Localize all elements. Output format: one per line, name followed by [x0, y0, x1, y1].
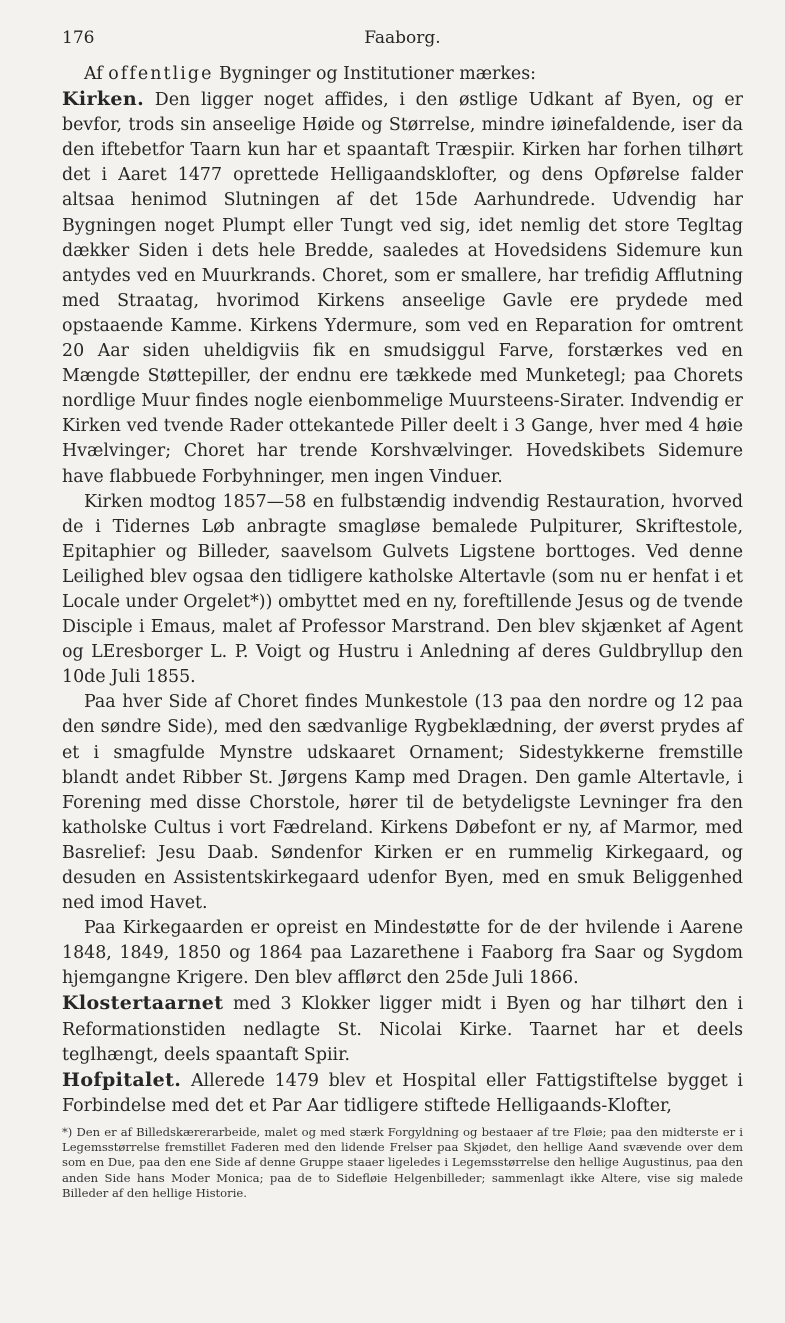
- section-kirken: [62, 87, 743, 490]
- intro-suffix: Bygninger og Institutioner mærkes:: [219, 64, 536, 84]
- section-text-kirken: Den ligger noget affides, i den østlige Udkant af Byen, og er bevfor, trods sin anseelige Høide og Størrelse, mindre iøinefaldende, iser da den iftebetfor Taarn kun har et spaantaft Træspiir. Kirken har forhen tilhørt det i Aaret 1477 oprettede Helligaandsklofter, og dens Opførelse falder altsaa henimod Slutningen af det 15de Aarhundrede. Udvendig har Bygningen noget Plumpt eller Tungt ved sig, idet nemlig det store Tegltag dækker Siden i dets hele Bredde, saaledes at Hovedsidens Sidemure kun antydes ved en Muurkrands. Choret, som er smallere, har trefidig Afflutning med Straatag, hvorimod Kirkens anseelige Gavle ere prydede med opstaaende Kamme. Kirkens Ydermure, som ved en Reparation for omtrent 20 Aar siden uheldigviis fik en smudsiggul Farve, forstærkes ved en Mængde Støttepiller, der endnu ere tækkede med Munketegl; paa Chorets nordlige Muur findes nogle eienbommelige Muursteens-Sirater. Indvendig er Kirken ved tvende Rader ottekantede Piller deelt i 3 Gange, hver med 4 høie Hvælvinger; Choret har trende Korshvælvinger. Hovedskibets Sidemure have flabbuede Forbyhninger, men ingen Vinduer.: [62, 90, 743, 487]
- running-title: Faaborg.: [364, 28, 441, 48]
- paragraph-text-mindestotte: Paa Kirkegaarden er opreist en Mindestøtte for de der hvilende i Aarene 1848, 1849, 1850 og 1864 paa Lazarethene i Faaborg fra Saar og Sygdom hjemgangne Krigere. Den blev afflørct den 25de Juli 1866.: [62, 918, 743, 989]
- main-text: [62, 62, 743, 1119]
- intro-spaced-word: offentlige: [108, 64, 214, 84]
- section-heading-hospitalet: Hofpitalet.: [62, 1068, 182, 1091]
- page-header: [62, 28, 743, 62]
- paragraph-munkestole: [62, 690, 743, 916]
- page-number: 176: [62, 28, 95, 48]
- intro-line: [62, 62, 743, 87]
- paragraph-text-restauration: Kirken modtog 1857—58 en fulbstændig indvendig Restauration, hvorved de i Tidernes Løb anbragte smagløse bemalede Pulpiturer, Skriftestole, Epitaphier og Billeder, saavelsom Gulvets Ligstene borttoges. Ved denne Leilighed blev ogsaa den tidligere katholske Altertavle (som nu er henfat i et Locale under Orgelet*)) ombyttet med en ny, foreftillende Jesus og de tvende Disciple i Emaus, malet af Professor Marstrand. Den blev skjænket af Agent og LEresborger L. P. Voigt og Hustru i Anledning af deres Guldbryllup den 10de Juli 1855.: [62, 491, 743, 688]
- section-hospitalet: [62, 1068, 743, 1119]
- section-text-klostertaarnet: med 3 Klokker ligger midt i Byen og har tilhørt den i Reformationstiden nedlagte St. Nicolai Kirke. Taarnet har et deels teglhængt, deels spaantaft Spiir.: [62, 994, 743, 1065]
- section-heading-klostertaarnet: Klostertaarnet: [62, 992, 224, 1015]
- footnote: *) Den er af Billedskærerarbeide, malet og med stærk Forgyldning og bestaaer af tre Fløie; paa den midterste er i Legemsstørrelse fremstillet Faderen med den lidende Frelser paa Skjødet, den hellige Aand svævende over dem som en Due, paa den ene Side af denne Gruppe staaer ligeledes i Legemsstørrelse den hellige Augustinus, paa den anden Side hans Moder Monica; paa de to Sidefløie Helgenbilleder; sammenlagt ikke Altere, vise sig malede Billeder af den hellige Historie.: [62, 1124, 743, 1200]
- section-text-hospitalet: Allerede 1479 blev et Hospital eller Fattigstiftelse bygget i Forbindelse med det et Par Aar tidligere stiftede Helligaands-Klofter,: [62, 1070, 743, 1116]
- intro-prefix: Af: [84, 64, 103, 84]
- section-klostertaarnet: [62, 991, 743, 1067]
- paragraph-text-munkestole: Paa hver Side af Choret findes Munkestole (13 paa den nordre og 12 paa den søndre Side), med den sædvanlige Rygbeklædning, der øverst prydes af et i smagfulde Mynstre udskaaret Ornament; Sidestykkerne fremstille blandt andet Ribber St. Jørgens Kamp med Dragen. Den gamle Altertavle, i Forening med disse Chorstole, hører til de betydeligste Levninger fra den katholske Cultus i vort Fædreland. Kirkens Døbefont er ny, af Marmor, med Basrelief: Jesu Daab. Søndenfor Kirken er en rummelig Kirkegaard, og desuden en Assistentskirkegaard udenfor Byen, med en smuk Beliggenhed ned imod Havet.: [62, 692, 743, 914]
- paragraph-mindestotte: [62, 916, 743, 991]
- section-heading-kirken: Kirken.: [62, 88, 145, 111]
- paragraph-restauration: [62, 490, 743, 691]
